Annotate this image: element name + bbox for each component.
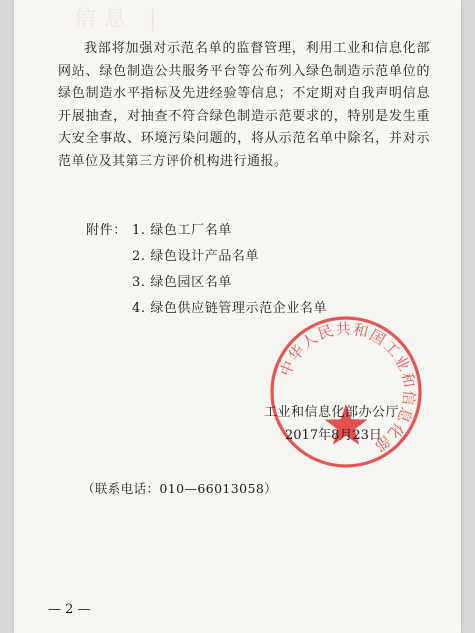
document-page — [14, 0, 461, 633]
svg-text:中华人民共和国工业和信息化部: 中华人民共和国工业和信息化部 — [276, 319, 419, 456]
header-bleed-through: 信息 | — [74, 7, 165, 32]
contact-phone: （联系电话：010—66013058） — [82, 481, 278, 496]
document-date: 2017年8月23日 — [285, 428, 382, 443]
body-paragraph: 我部将加强对示范名单的监督管理，利用工业和信息化部网站、绿色制造公共服务平台等公布列入绿色制造示范单位的绿色制造水平指标及先进经验等信息；不定期对自我声明信息开展抽查，对抽查不符合绿色制造示范要求的，特别是发生重大安全事故、环境污染问题的，将从示范名单中除名，并对示范单位及其第三方评价机构进行通报。 — [58, 41, 430, 169]
attachment-item: 4. 绿色供应链管理示范企业名单 — [132, 301, 328, 316]
attachment-item: 3. 绿色园区名单 — [132, 275, 232, 290]
attachment-item: 2. 绿色设计产品名单 — [132, 249, 260, 264]
page-number: — 2 — — [48, 602, 91, 617]
attachment-item: 1. 绿色工厂名单 — [132, 223, 232, 238]
attachments-label: 附件： — [86, 223, 127, 238]
official-seal-stamp — [266, 312, 426, 472]
signer-name: 工业和信息化部办公厅 — [264, 405, 400, 420]
